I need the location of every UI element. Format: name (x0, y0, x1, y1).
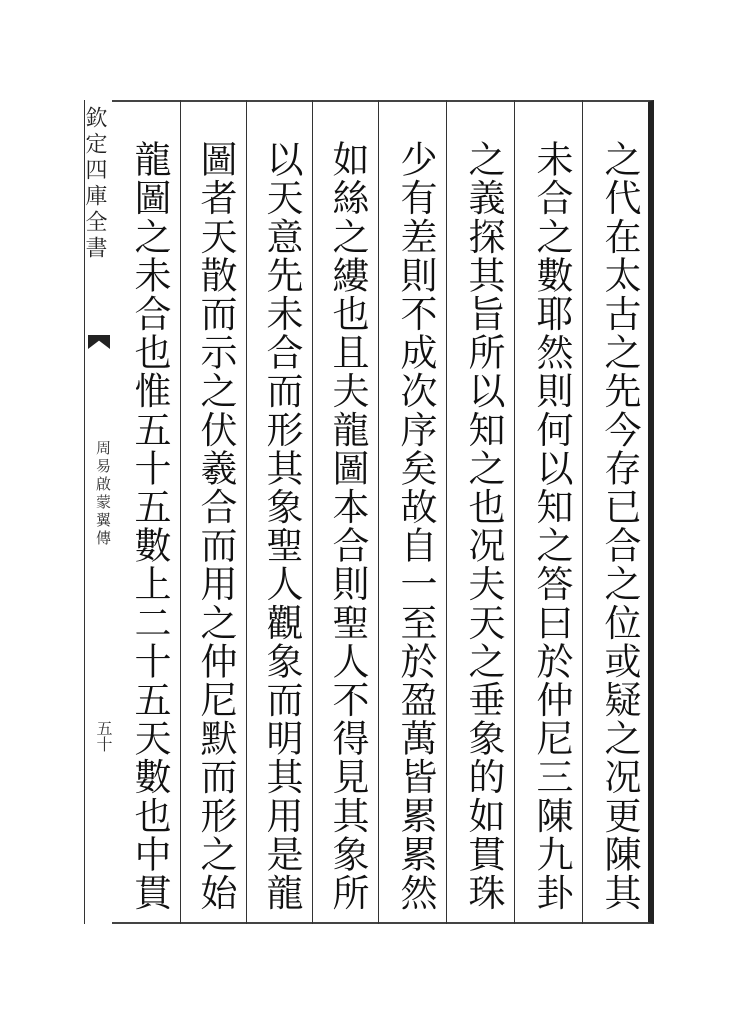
margin-page-number: 五十 (94, 720, 113, 752)
column-rule (312, 100, 313, 924)
margin-book-title: 周易啟蒙翼傳 (94, 440, 112, 548)
text-column-7: 圖者天散而示之伏羲合而用之仲尼默而形之始 (194, 140, 237, 912)
text-column-8: 龍圖之未合也惟五十五數上二十五天數也中貫 (128, 140, 171, 912)
column-rule (446, 100, 447, 924)
text-column-1: 之代在太古之先今存已合之位或疑之况更陳其 (598, 140, 641, 912)
text-column-5: 如絲之縷也且夫龍圖本合則聖人不得見其象所 (326, 140, 369, 912)
column-rule (582, 100, 583, 924)
column-rule (514, 100, 515, 924)
text-column-2: 未合之數耶然則何以知之答曰於仲尼三陳九卦 (530, 140, 573, 912)
text-column-6: 以天意先未合而形其象聖人觀象而明其用是龍 (260, 140, 303, 912)
text-column-4: 少有差則不成次序矣故自一至於盈萬皆累累然 (394, 140, 437, 912)
column-rule (246, 100, 247, 924)
column-rule (378, 100, 379, 924)
text-column-3: 之義探其旨所以知之也况夫天之垂象的如貫珠 (462, 140, 505, 912)
margin-title: 欽定四庫全書 (82, 106, 107, 262)
column-rule (180, 100, 181, 924)
